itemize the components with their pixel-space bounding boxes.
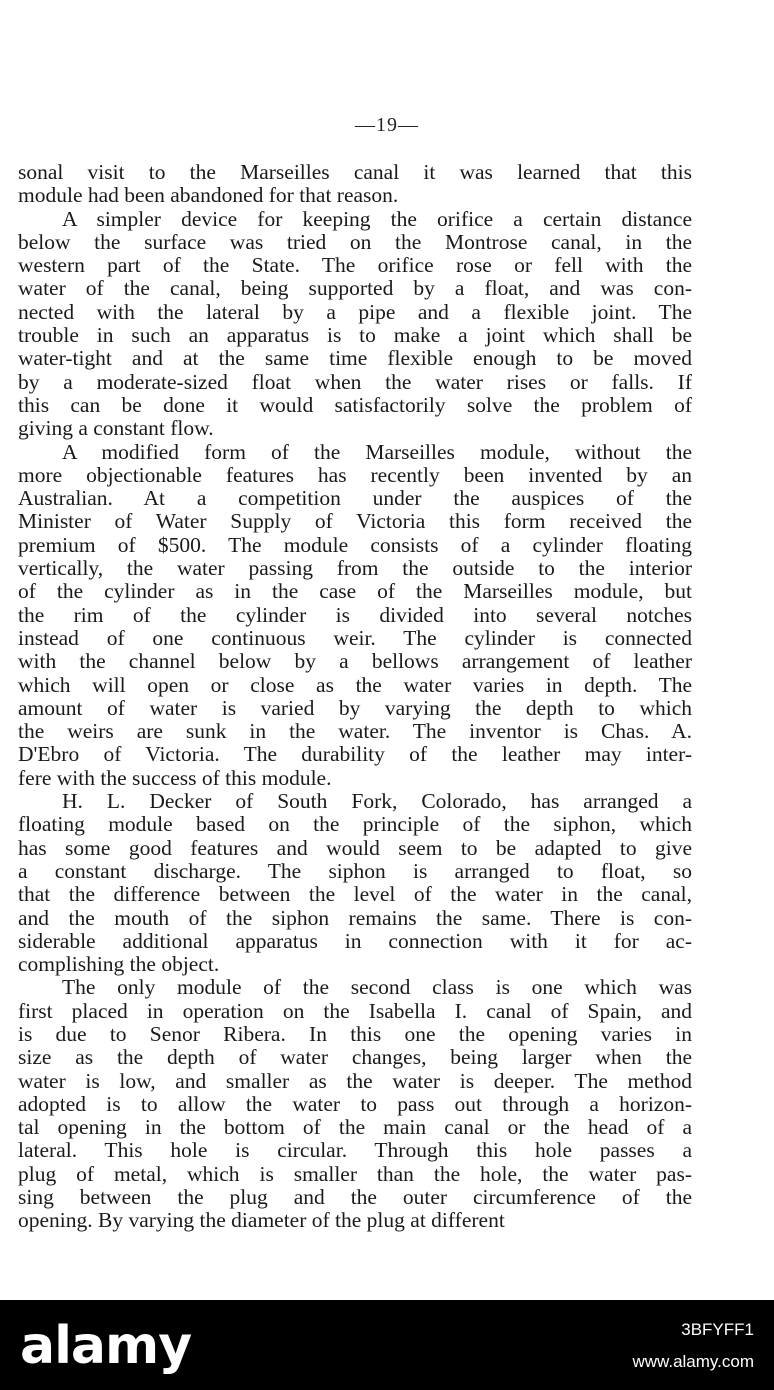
text-line: sonal visit to the Marseilles canal it was learned that this bbox=[18, 161, 692, 184]
text-line: water of the canal, being supported by a float, and was con- bbox=[18, 277, 692, 301]
text-line: D'Ebro of Victoria. The durability of the leather may inter- bbox=[18, 743, 692, 767]
text-line: Minister of Water Supply of Victoria this form received the bbox=[18, 510, 692, 534]
text-line: with the channel below by a bellows arrangement of leather bbox=[18, 650, 692, 674]
alamy-logo: alamy bbox=[20, 1316, 192, 1376]
text-line: H. L. Decker of South Fork, Colorado, has arranged a bbox=[62, 790, 692, 814]
text-line: The only module of the second class is one which was bbox=[62, 976, 692, 1000]
text-line: is due to Senor Ribera. In this one the opening varies in bbox=[18, 1022, 692, 1046]
text-line: by a moderate-sized float when the water rises or falls. If bbox=[18, 370, 692, 394]
text-line: of the cylinder as in the case of the Marseilles module, but bbox=[18, 580, 692, 604]
text-line: a constant discharge. The siphon is arranged to float, so bbox=[18, 859, 692, 883]
text-line: nected with the lateral by a pipe and a flexible joint. The bbox=[18, 300, 692, 324]
text-line: and the mouth of the siphon remains the same. There is con- bbox=[18, 906, 692, 930]
page-number: —19— bbox=[355, 114, 419, 136]
text-line: has some good features and would seem to be adapted to give bbox=[18, 836, 692, 860]
text-line: more objectionable features has recently been invented by an bbox=[18, 463, 692, 487]
text-line: Australian. At a competition under the auspices of the bbox=[18, 487, 692, 511]
body-text bbox=[18, 161, 692, 1233]
text-line: premium of $500. The module consists of a cylinder floating bbox=[18, 533, 692, 557]
text-line: that the difference between the level of the water in the canal, bbox=[18, 883, 692, 907]
text-line: siderable additional apparatus in connection with it for ac- bbox=[18, 929, 692, 953]
text-line: trouble in such an apparatus is to make a joint which shall be bbox=[18, 324, 692, 348]
text-line: vertically, the water passing from the outside to the interior bbox=[18, 557, 692, 581]
text-line: floating module based on the principle of the siphon, which bbox=[18, 813, 692, 837]
text-line: plug of metal, which is smaller than the hole, the water pas- bbox=[18, 1162, 692, 1186]
text-line: size as the depth of water changes, being larger when the bbox=[18, 1046, 692, 1070]
text-line: sing between the plug and the outer circumference of the bbox=[18, 1186, 692, 1210]
text-line: lateral. This hole is circular. Through this hole passes a bbox=[18, 1139, 692, 1163]
text-line: A modified form of the Marseilles module, without the bbox=[62, 440, 692, 464]
text-line: giving a constant flow. bbox=[18, 417, 214, 441]
text-line: first placed in operation on the Isabella I. canal of Spain, and bbox=[18, 999, 692, 1023]
text-line: A simpler device for keeping the orifice a certain distance bbox=[62, 207, 692, 231]
text-line: the weirs are sunk in the water. The inventor is Chas. A. bbox=[18, 720, 692, 744]
text-line: instead of one continuous weir. The cylinder is connected bbox=[18, 626, 692, 650]
text-line: tal opening in the bottom of the main canal or the head of a bbox=[18, 1116, 692, 1140]
site-url: www.alamy.com bbox=[632, 1352, 754, 1371]
text-line: opening. By varying the diameter of the plug at different bbox=[18, 1209, 505, 1233]
text-line: amount of water is varied by varying the depth to which bbox=[18, 696, 692, 720]
text-line: which will open or close as the water varies in depth. The bbox=[18, 673, 692, 697]
text-line: below the surface was tried on the Montrose canal, in the bbox=[18, 230, 692, 254]
text-line: module had been abandoned for that reason. bbox=[18, 184, 399, 208]
text-line: fere with the success of this module. bbox=[18, 766, 332, 790]
text-line: water is low, and smaller as the water is deeper. The method bbox=[18, 1069, 692, 1093]
text-line: water-tight and at the same time flexible enough to be moved bbox=[18, 347, 692, 371]
image-id: 3BFYFF1 bbox=[681, 1320, 754, 1339]
text-line: western part of the State. The orifice rose or fell with the bbox=[18, 254, 692, 278]
text-line: this can be done it would satisfactorily solve the problem of bbox=[18, 393, 692, 417]
text-line: the rim of the cylinder is divided into several notches bbox=[18, 603, 692, 627]
text-line: complishing the object. bbox=[18, 953, 220, 977]
text-line: adopted is to allow the water to pass out through a horizon- bbox=[18, 1092, 692, 1116]
watermark-footer bbox=[0, 1300, 774, 1390]
